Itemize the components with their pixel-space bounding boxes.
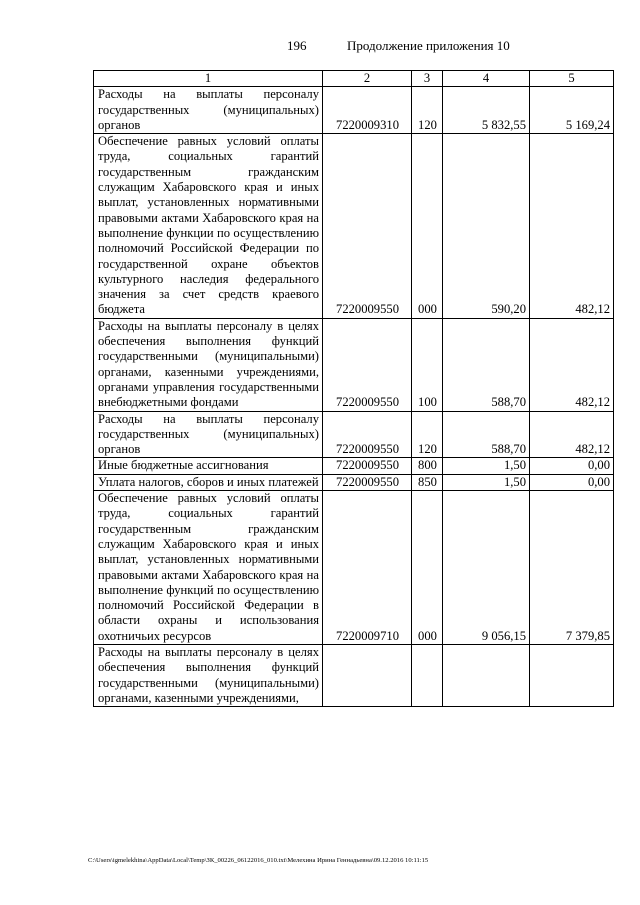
value-col4: 588,70 xyxy=(443,411,530,458)
column-header: 1 xyxy=(94,71,323,87)
table-row xyxy=(94,474,614,490)
target-article-code: 7220009550 xyxy=(323,318,412,411)
expense-type-code: 000 xyxy=(412,134,443,319)
row-description: Расходы на выплаты персоналу в целях обеспечения выполнения функций государственными (муниципальными) органами, казенными учреждениями, органами управления государственными внебюджетными фондами xyxy=(94,318,323,411)
target-article-code: 7220009550 xyxy=(323,134,412,319)
budget-table xyxy=(93,70,614,707)
value-col5: 482,12 xyxy=(530,411,614,458)
row-description: Расходы на выплаты персоналу государственных (муниципальных) органов xyxy=(94,87,323,134)
column-header: 5 xyxy=(530,71,614,87)
page-caption: Продолжение приложения 10 xyxy=(347,38,510,53)
expense-type-code: 800 xyxy=(412,458,443,474)
value-col5 xyxy=(530,644,614,706)
value-col5: 7 379,85 xyxy=(530,491,614,645)
target-article-code: 7220009310 xyxy=(323,87,412,134)
header-row xyxy=(94,71,614,87)
target-article-code: 7220009550 xyxy=(323,458,412,474)
row-description: Иные бюджетные ассигнования xyxy=(94,458,323,474)
expense-type-code xyxy=(412,644,443,706)
table-row xyxy=(94,411,614,458)
row-description: Расходы на выплаты персоналу государственных (муниципальных) органов xyxy=(94,411,323,458)
table-row xyxy=(94,134,614,319)
table-header xyxy=(94,71,614,87)
table-row xyxy=(94,458,614,474)
row-description: Обеспечение равных условий оплаты труда, социальных гарантий государственным гражданским служащим Хабаровского края и иных выплат, установленных нормативными правовыми актами Хабаровского края на выполнение функций по осуществлению полномочий Российской Федерации в области охраны и использования охотничьих ресурсов xyxy=(94,491,323,645)
target-article-code: 7220009550 xyxy=(323,474,412,490)
target-article-code: 7220009550 xyxy=(323,411,412,458)
target-article-code xyxy=(323,644,412,706)
value-col4: 1,50 xyxy=(443,458,530,474)
value-col4: 1,50 xyxy=(443,474,530,490)
value-col4: 5 832,55 xyxy=(443,87,530,134)
expense-type-code: 120 xyxy=(412,411,443,458)
value-col4: 588,70 xyxy=(443,318,530,411)
expense-type-code: 000 xyxy=(412,491,443,645)
row-description: Уплата налогов, сборов и иных платежей xyxy=(94,474,323,490)
value-col4: 590,20 xyxy=(443,134,530,319)
column-header: 2 xyxy=(323,71,412,87)
expense-type-code: 850 xyxy=(412,474,443,490)
expense-type-code: 120 xyxy=(412,87,443,134)
column-header: 4 xyxy=(443,71,530,87)
table-row xyxy=(94,87,614,134)
value-col5: 482,12 xyxy=(530,134,614,319)
page-number: 196 xyxy=(287,38,307,53)
expense-type-code: 100 xyxy=(412,318,443,411)
column-header: 3 xyxy=(412,71,443,87)
row-description: Расходы на выплаты персоналу в целях обеспечения выполнения функций государственными (муниципальными) органами, казенными учреждениями, xyxy=(94,644,323,706)
value-col4: 9 056,15 xyxy=(443,491,530,645)
value-col5: 0,00 xyxy=(530,458,614,474)
file-path-footer: C:\Users\igmelekhina\AppData\Local\Temp\ЗК_00226_06122016_010.txt\Мелехина Ирина Геннадьевна\09.12.2016 10:11:15 xyxy=(88,857,429,864)
table-row xyxy=(94,491,614,645)
table-row xyxy=(94,644,614,706)
target-article-code: 7220009710 xyxy=(323,491,412,645)
value-col5: 482,12 xyxy=(530,318,614,411)
row-description: Обеспечение равных условий оплаты труда, социальных гарантий государственным гражданским служащим Хабаровского края и иных выплат, установленных нормативными правовыми актами Хабаровского края на выполнение функции по осуществлению полномочий Российской Федерации по государственной охране объектов культурного наследия федерального значения за счет средств краевого бюджета xyxy=(94,134,323,319)
value-col5: 0,00 xyxy=(530,474,614,490)
table-row xyxy=(94,318,614,411)
value-col4 xyxy=(443,644,530,706)
value-col5: 5 169,24 xyxy=(530,87,614,134)
